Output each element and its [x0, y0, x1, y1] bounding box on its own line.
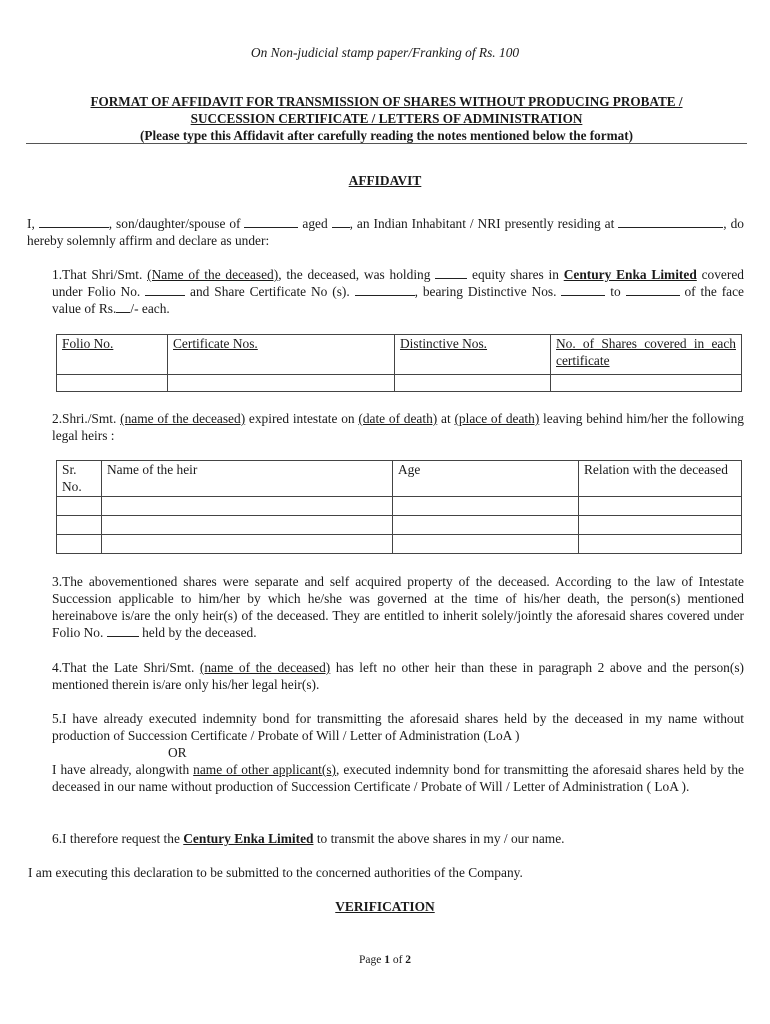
page-label: Page	[358, 954, 382, 966]
p2-place-of-death: (place of death)	[454, 411, 540, 426]
intro-text-1: , son/daughter/spouse of	[108, 216, 241, 231]
stamp-note: On Non-judicial stamp paper/Franking of Rs. 100	[250, 45, 520, 60]
table-cell[interactable]	[393, 535, 579, 554]
paragraph-2	[52, 410, 744, 444]
table-row	[57, 535, 742, 554]
paragraph-6	[52, 830, 744, 847]
current-page: 1	[384, 954, 390, 966]
distinctive-from-blank	[561, 283, 605, 296]
header-no-of-shares: No. of Shares covered in each certificate	[556, 336, 736, 368]
table-cell[interactable]	[393, 516, 579, 535]
table-header-cell	[57, 461, 102, 497]
header-folio-no: Folio No.	[62, 336, 114, 351]
table-cell[interactable]	[551, 375, 742, 392]
table-header-cell	[168, 335, 395, 375]
table-cell[interactable]	[102, 535, 393, 554]
header-sr-no: Sr. No.	[62, 462, 82, 494]
table-cell[interactable]	[168, 375, 395, 392]
header-relation: Relation with the deceased	[584, 462, 728, 477]
p4-text-2: has left no other heir than these in paragraph 2 above and the person(s) mentioned therein is/are only his/her legal heir(s).	[52, 660, 745, 692]
verification-heading: VERIFICATION	[335, 899, 435, 914]
p4-text-1: 4.That the Late Shri/Smt.	[52, 660, 195, 675]
p5-text-3: , executed indemnity bond for transmitting the aforesaid shares held by the deceased in our name without production of Succession Certificate / Probate of Will / Letter of Administration ( LoA ).	[52, 762, 744, 794]
folio-blank	[145, 283, 185, 296]
p5-other-applicant: name of other applicant(s)	[193, 762, 337, 777]
name-blank	[39, 215, 109, 228]
p2-deceased-name: (name of the deceased)	[120, 411, 246, 426]
shares-table	[56, 334, 742, 392]
table-cell[interactable]	[102, 497, 393, 516]
table-cell[interactable]	[57, 516, 102, 535]
p5-or: OR	[168, 745, 187, 760]
p3-text-2: held by the deceased.	[142, 625, 257, 640]
age-blank	[332, 215, 350, 228]
intro-text-2: aged	[302, 216, 328, 231]
table-header-row	[57, 335, 742, 375]
p1-text-6: , bearing Distinctive Nos.	[414, 284, 557, 299]
p1-text-8: of the face value of Rs.	[52, 284, 745, 316]
header-age: Age	[398, 462, 421, 477]
intro-paragraph	[27, 215, 744, 249]
p6-text-2: to transmit the above shares in my / our name.	[316, 831, 565, 846]
table-cell[interactable]	[579, 516, 742, 535]
p6-text-1: 6.I therefore request the	[52, 831, 180, 846]
certificate-blank	[355, 283, 415, 296]
table-cell[interactable]	[579, 497, 742, 516]
table-header-cell	[393, 461, 579, 497]
total-pages: 2	[405, 954, 412, 966]
p1-text-3: equity shares in	[472, 267, 559, 282]
parent-name-blank	[244, 215, 298, 228]
p3-text-1: 3.The abovementioned shares were separate and self acquired property of the deceased. According to the law of Intestate Succession applicable to him/her by which he/she was governed at the time of his/her death, the person(s) mentioned hereinabove is/are the only heir(s) of the deceased. They are entitled to inherit solely/jointly the aforesaid shares covered under Folio No.	[52, 574, 744, 640]
p1-company-name: Century Enka Limited	[563, 267, 697, 282]
p1-text-1: 1.That Shri/Smt.	[52, 267, 143, 282]
table-header-cell	[551, 335, 742, 375]
p1-text-4: covered under Folio No.	[52, 267, 744, 299]
document-title	[26, 93, 747, 144]
p5-text-1: 5.I have already executed indemnity bond for transmitting the aforesaid shares held by the deceased in my name without production of Succession Certificate / Probate of Will / Letter of Administration (LoA )	[52, 711, 744, 743]
intro-text-4: , do hereby solemnly affirm and declare as under:	[27, 216, 744, 248]
intro-text-3: , an Indian Inhabitant / NRI presently residing at	[349, 216, 615, 231]
p1-text-7: to	[610, 284, 621, 299]
table-header-cell	[579, 461, 742, 497]
p2-text-4: leaving behind him/her the following legal heirs :	[52, 411, 744, 443]
header-distinctive-nos: Distinctive Nos.	[400, 336, 488, 351]
table-cell[interactable]	[395, 375, 551, 392]
p2-date-of-death: (date of death)	[358, 411, 438, 426]
face-value-blank	[116, 300, 130, 313]
table-header-row	[57, 461, 742, 497]
intro-i: I,	[27, 216, 35, 231]
distinctive-to-blank	[626, 283, 680, 296]
p5-text-2: I have already, alongwith	[52, 762, 190, 777]
table-row	[57, 516, 742, 535]
header-heir-name: Name of the heir	[107, 462, 198, 477]
p4-deceased-name: (name of the deceased)	[199, 660, 331, 675]
title-line-2: SUCCESSION CERTIFICATE / LETTERS OF ADMINISTRATION	[190, 111, 583, 126]
table-header-cell	[102, 461, 393, 497]
table-header-cell	[57, 335, 168, 375]
p1-deceased-name: (Name of the deceased)	[147, 267, 279, 282]
title-divider	[26, 143, 747, 144]
table-cell[interactable]	[57, 375, 168, 392]
p2-text-3: at	[441, 411, 451, 426]
table-cell[interactable]	[57, 535, 102, 554]
table-header-cell	[395, 335, 551, 375]
page-number	[0, 952, 770, 969]
page-of: of	[392, 954, 403, 966]
shares-count-blank	[435, 266, 467, 279]
paragraph-3	[52, 573, 744, 641]
affidavit-heading: AFFIDAVIT	[348, 173, 422, 188]
p3-folio-blank	[107, 624, 139, 637]
table-cell[interactable]	[393, 497, 579, 516]
heirs-table	[56, 460, 742, 554]
title-line-1: FORMAT OF AFFIDAVIT FOR TRANSMISSION OF SHARES WITHOUT PRODUCING PROBATE /	[90, 94, 683, 109]
table-cell[interactable]	[579, 535, 742, 554]
p1-text-2: , the deceased, was holding	[278, 267, 431, 282]
table-row	[57, 375, 742, 392]
p1-text-5: and Share Certificate No (s).	[190, 284, 350, 299]
table-cell[interactable]	[57, 497, 102, 516]
p1-text-9: /- each.	[130, 301, 170, 316]
header-certificate-nos: Certificate Nos.	[173, 336, 258, 351]
paragraph-4	[52, 659, 744, 693]
p6-company-name: Century Enka Limited	[183, 831, 314, 846]
p2-text-2: expired intestate on	[248, 411, 355, 426]
table-cell[interactable]	[102, 516, 393, 535]
declaration-text: I am executing this declaration to be submitted to the concerned authorities of the Company.	[28, 865, 523, 880]
paragraph-5	[52, 710, 744, 795]
paragraph-1	[52, 266, 744, 317]
address-blank	[618, 215, 723, 228]
title-instruction: (Please type this Affidavit after carefully reading the notes mentioned below the format)	[140, 128, 633, 143]
p2-text-1: 2.Shri./Smt.	[52, 411, 117, 426]
table-row	[57, 497, 742, 516]
